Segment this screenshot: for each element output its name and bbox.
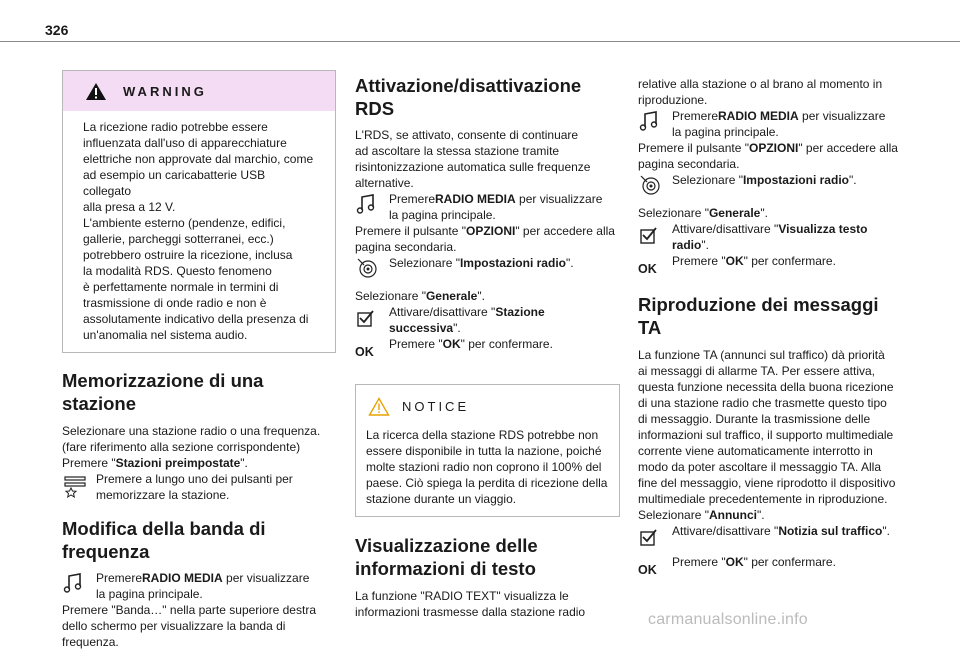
radiotext-line: relative alla stazione o al brano al momento in [638, 77, 883, 91]
memorize-step: Premere a lungo uno dei pulsanti per memorizzare la stazione. [62, 471, 336, 503]
ta-section [638, 293, 904, 578]
watermark: carmanualsonline.info [648, 611, 808, 628]
warning-header [63, 71, 335, 111]
column-left [62, 70, 336, 650]
ok-button-icon: OK [355, 345, 374, 359]
warning-line: La ricezione radio potrebbe essere [83, 120, 268, 134]
notice-line: stazione durante un viaggio. [366, 492, 517, 506]
band-line: Premere "Banda…" nella parte superiore destra [62, 603, 316, 617]
preset-buttons-icon [62, 471, 96, 498]
ta-title: Riproduzione dei messaggi TA [638, 294, 879, 338]
rds-title: Attivazione/disattivazione RDS [355, 75, 582, 119]
notice-line: essere disponibile in tutta la nazione, poiché [366, 444, 602, 458]
page-number: 326 [45, 22, 69, 38]
memorize-section [62, 369, 336, 503]
band-line: dello schermo per visualizzare la banda di [62, 619, 286, 633]
band-title: Modifica della banda di frequenza [62, 518, 266, 562]
rds-general-line: Selezionare "Generale". [355, 289, 485, 303]
notice-line: paese. Ciò spiega la perdita di ricezione della [366, 476, 608, 490]
notice-triangle-icon [368, 397, 390, 416]
warning-title: WARNING [123, 83, 207, 99]
warning-line: alla presa a 12 V. [83, 200, 176, 214]
warning-line: elettriche non approvate dal marchio, come [83, 152, 314, 166]
warning-line: ad esempio un caricabatterie USB collegato [83, 168, 266, 198]
notice-line: molte stazioni radio non coprono il 100% del [366, 460, 602, 474]
radiotext-line: riproduzione. [638, 93, 708, 107]
ok-button-icon: OK [638, 563, 657, 577]
notice-body [356, 423, 619, 516]
column-middle [355, 74, 620, 620]
warning-line: potrebbero ostruire la ricezione, inclusa [83, 248, 293, 262]
ta-line: ai messaggi di allarme TA. Per essere attiva, [638, 364, 875, 378]
ta-select-line: Selezionare "Annunci". [638, 508, 765, 522]
music-note-icon [62, 570, 96, 595]
memorize-line: Premere "Stazioni preimpostate". [62, 456, 248, 470]
ta-line: La funzione TA (annunci sul traffico) dà priorità [638, 348, 885, 362]
rds-options-line: pagina secondaria. [355, 240, 457, 254]
warning-line: gallerie, parcheggi sotterranei, ecc.) [83, 232, 274, 246]
warning-line: trasmissione di onde radio e non è [83, 296, 267, 310]
checkbox-icon [638, 523, 672, 548]
warning-line: è perfettamente normale in termini di [83, 280, 279, 294]
ta-line: informazioni sul traffico, il supporto multimediale [638, 428, 894, 442]
band-line: frequenza. [62, 635, 119, 649]
ta-line: di messaggio. Durante la trasmissione delle [638, 412, 871, 426]
rds-step-radio-media: PremereRADIO MEDIA per visualizzare la pagina principale. [355, 191, 620, 223]
warning-box [62, 70, 336, 353]
ta-line: fine del messaggio, viene riprodotto il dispositivo [638, 476, 896, 490]
ta-line: questa funzione necessita della buona ricezione [638, 380, 894, 394]
ta-step-toggle: Attivare/disattivare "Notizia sul traffico". [638, 523, 904, 548]
ta-line: di una stazione radio che trasmette questo tipo [638, 396, 887, 410]
rds-step-toggle: Attivare/disattivare "Stazione successiva". [355, 304, 620, 336]
ta-step-ok: OK Premere "OK" per confermare. [638, 555, 836, 577]
radio-settings-icon [355, 255, 389, 280]
rds-step-ok: OK Premere "OK" per confermare. [355, 337, 553, 359]
notice-line: La ricerca della stazione RDS potrebbe non [366, 428, 599, 442]
radiotext-options-line: pagina secondaria. [638, 157, 740, 171]
radiotext-step-toggle: Attivare/disattivare "Visualizza testo radio". [638, 221, 904, 253]
ok-button-icon: OK [638, 262, 657, 276]
ta-line: corrente viene automaticamente interrotto in [638, 444, 873, 458]
warning-line: la modalità RDS. Questo fenomeno [83, 264, 272, 278]
header-divider [0, 41, 960, 42]
checkbox-icon [638, 221, 672, 246]
radiotext-title: Visualizzazione delle informazioni di testo [355, 535, 538, 579]
rds-intro-line: ad ascoltare la stessa stazione tramite [355, 144, 560, 158]
ta-line: modo da poter ascoltare il messaggio TA. Alla [638, 460, 882, 474]
notice-header [356, 385, 619, 423]
warning-line: influenzata dall'uso di apparecchiature [83, 136, 287, 150]
music-note-icon [638, 108, 672, 133]
radiotext-line: informazioni trasmesse dalla stazione radio [355, 605, 586, 619]
notice-title: NOTICE [402, 398, 470, 414]
radio-settings-icon [638, 172, 672, 197]
memorize-line: Selezionare una stazione radio o una frequenza. [62, 424, 321, 438]
column-right [638, 76, 904, 578]
checkbox-icon [355, 304, 389, 329]
radiotext-general-line: Selezionare "Generale". [638, 206, 768, 220]
rds-intro-line: L'RDS, se attivato, consente di continuare [355, 128, 579, 142]
rds-step-settings: Selezionare "Impostazioni radio". [355, 255, 620, 280]
warning-line: assolutamente indicativo della presenza di [83, 312, 309, 326]
radiotext-line: La funzione "RADIO TEXT" visualizza le [355, 589, 569, 603]
rds-intro-line: risintonizzazione automatica sulle frequenze [355, 160, 591, 174]
band-section [62, 517, 336, 650]
memorize-line: (fare riferimento alla sezione corrispondente) [62, 440, 301, 454]
warning-triangle-icon [85, 82, 107, 101]
radiotext-step-ok: OK Premere "OK" per confermare. [638, 254, 836, 276]
radiotext-step-radio-media: PremereRADIO MEDIA per visualizzare la pagina principale. [638, 108, 904, 140]
notice-box [355, 384, 620, 517]
music-note-icon [355, 191, 389, 216]
radiotext-step-settings: Selezionare "Impostazioni radio". [638, 172, 904, 197]
warning-line: un'anomalia nel sistema audio. [83, 328, 248, 342]
rds-intro-line: alternative. [355, 176, 414, 190]
radiotext-options-line: Premere il pulsante "OPZIONI" per accedere alla [638, 141, 898, 155]
memorize-title: Memorizzazione di una stazione [62, 370, 264, 414]
ta-line: multimediale precedentemente in riproduzione. [638, 492, 888, 506]
warning-line: L'ambiente esterno (pendenze, edifici, [83, 216, 286, 230]
radiotext-section [355, 534, 620, 620]
warning-body [63, 111, 335, 352]
band-step: PremereRADIO MEDIA per visualizzare la pagina principale. [62, 570, 336, 602]
rds-options-line: Premere il pulsante "OPZIONI" per accedere alla [355, 224, 615, 238]
